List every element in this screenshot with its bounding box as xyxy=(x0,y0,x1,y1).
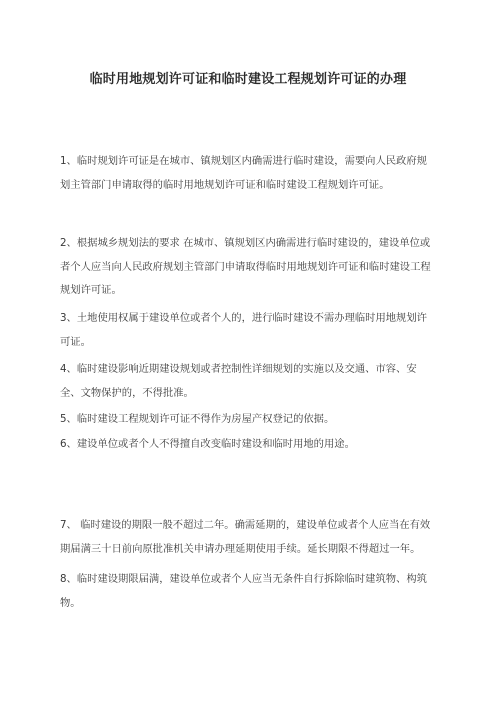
paragraph-2: 2、根据城乡规划法的要求 在城市、镇规划区内确需进行临时建设的，建设单位或者个人应当向人民政府规划主管部门申请取得临时用地规划许可证和临时建设工程规划许可证。 xyxy=(60,237,431,296)
paragraph-1: 1、临时规划许可证是在城市、镇规划区内确需进行临时建设，需要向人民政府规划主管部门申请取得的临时用地规划许可证和临时建设工程规划许可证。 xyxy=(60,155,427,191)
paragraph-3: 3、土地使用权属于建设单位或者个人的，进行临时建设不需办理临时用地规划许可证。 xyxy=(60,312,427,348)
paragraph-7: 7、 临时建设的期限一般不超过二年。确需延期的，建设单位或者个人应当在有效期届满三十日前向原批准机关申请办理延期使用手续。延长期限不得超过一年。 xyxy=(60,519,431,555)
paragraph-8: 8、临时建设期限届满，建设单位或者个人应当无条件自行拆除临时建筑物、构筑物。 xyxy=(60,573,427,609)
paragraph-4: 4、临时建设影响近期建设规划或者控制性详细规划的实施以及交通、市容、安全、文物保护的，不得批准。 xyxy=(60,363,417,399)
document-title: 临时用地规划许可证和临时建设工程规划许可证的办理 xyxy=(89,72,407,87)
paragraph-5: 5、临时建设工程规划许可证不得作为房屋产权登记的依据。 xyxy=(60,413,335,425)
paragraph-6: 6、建设单位或者个人不得擅自改变临时建设和临时用地的用途。 xyxy=(60,438,355,450)
